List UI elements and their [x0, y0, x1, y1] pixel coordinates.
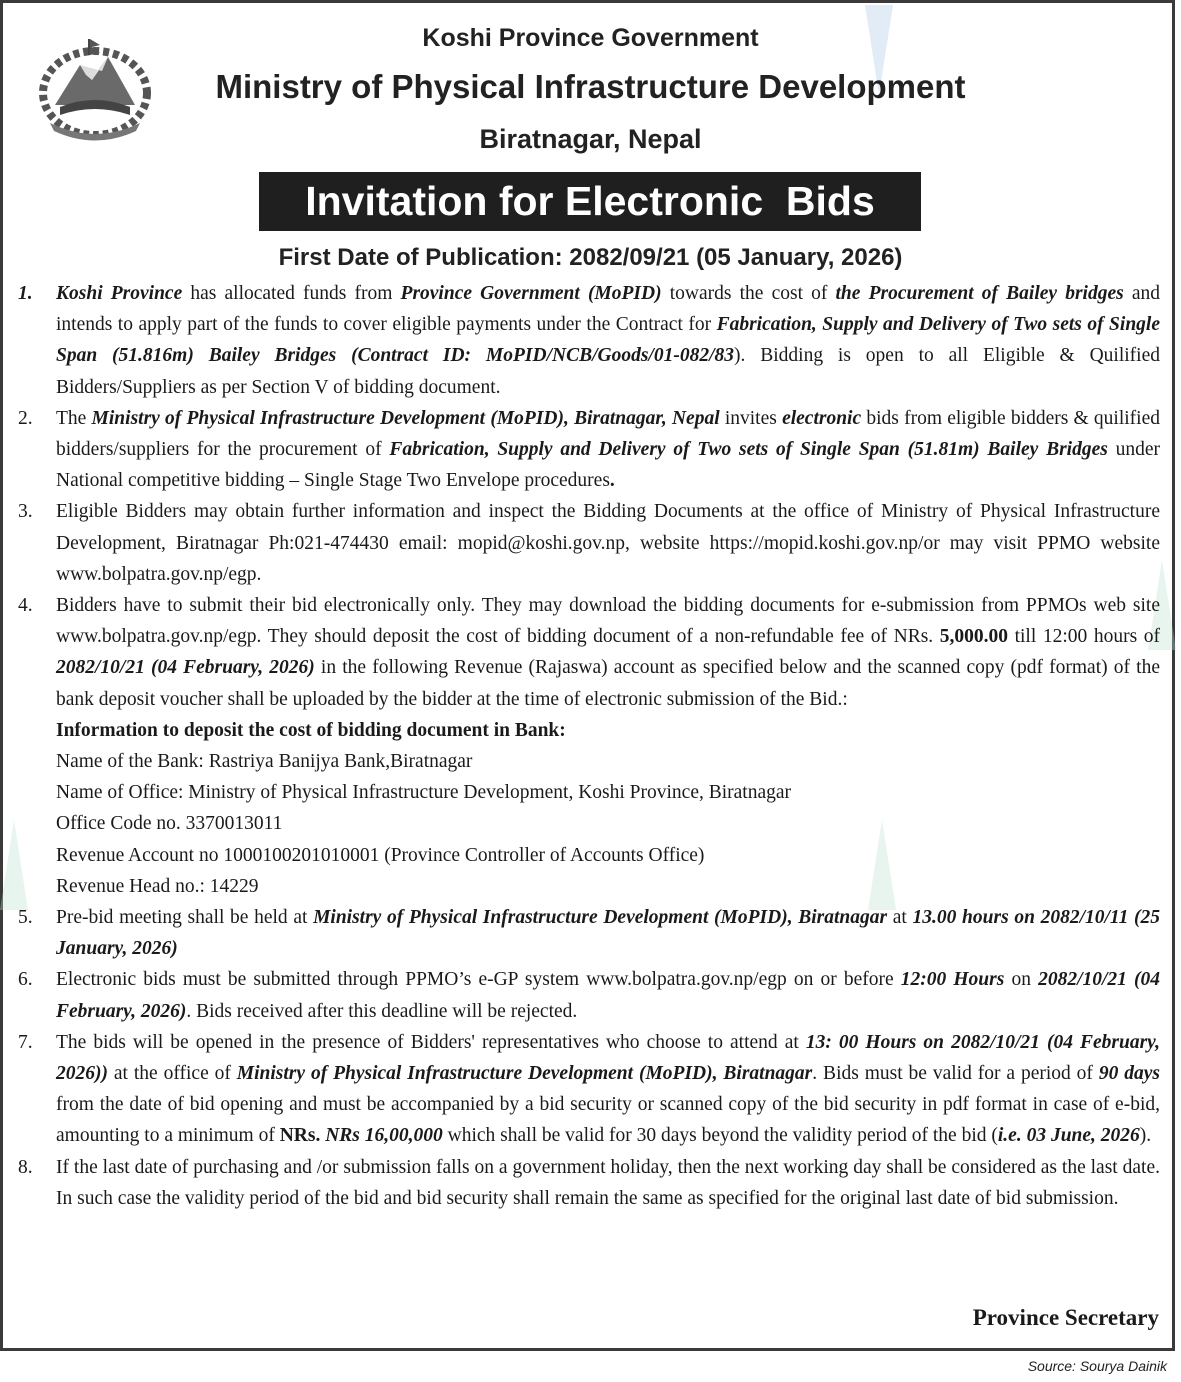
notice-body [18, 278, 1160, 1214]
clause-number: 4. [18, 595, 33, 617]
clause-text: the Procurement of Bailey bridges [835, 283, 1124, 304]
clause-item [18, 403, 1160, 497]
clause-text: Koshi Province [56, 283, 183, 304]
clause-text: NRs 16,00,000 [325, 1125, 443, 1147]
clause-text: from the date of bid opening and must be accompanied by a bid security or scanned copy of the bid security in pdf format in case of e-bid, amounting to a minimum of [56, 1094, 1160, 1147]
bank-info-heading: Information to deposit the cost of bidding document in Bank: [56, 719, 566, 741]
clause-text: bids from eligible bidders & quilified bidders/suppliers for the procurement of [56, 407, 1160, 461]
clause-text: Province Government (MoPID) [400, 283, 662, 304]
publication-date: First Date of Publication: 2082/09/21 (05 January, 2026) [278, 244, 903, 271]
clause-text: The bids will be opened in the presence of Bidders' representatives who choose to attend at [56, 1031, 806, 1053]
clause-text: 90 days [1098, 1063, 1160, 1085]
clause-text: 13.00 hours on 2082/10/11 (25 January, 2026) [56, 907, 1160, 960]
clause-text: Eligible Bidders may obtain further information and inspect the Bidding Documents at the office of Ministry of Physical Infrastructure Development, Biratnagar Ph:021-474430 email: mopid@koshi.gov.np, website https://mopid.koshi.gov.np/or may visit PPMO website www.bolpatra.gov.np/egp. [56, 501, 1160, 585]
clause-text: at [887, 907, 913, 929]
notice-title: Invitation for Electronic Bids [259, 172, 921, 231]
signature: Province Secretary [972, 1305, 1159, 1330]
clause-number: 8. [18, 1156, 33, 1178]
clause-text: . [609, 470, 615, 492]
clause-text: . Bids received after this deadline will be rejected. [186, 1000, 578, 1022]
government-name: Koshi Province Government [422, 24, 759, 52]
clause-item [18, 496, 1160, 590]
office-code: Office Code no. 3370013011 [56, 813, 283, 835]
clause-text: ). Bidding is open to all Eligible & Quilified Bidders/Suppliers as per Section V of bidding document. [56, 345, 1160, 398]
ministry-name: Ministry of Physical Infrastructure Development [215, 68, 966, 105]
clauses-list [18, 278, 1160, 715]
revenue-head: Revenue Head no.: 14229 [56, 875, 259, 897]
clause-text: till 12:00 hours of [1008, 626, 1161, 648]
clause-text: on [1004, 969, 1039, 991]
bank-info [18, 715, 1160, 902]
clause-text: The [56, 407, 92, 429]
source-credit: Source: Sourya Dainik [1027, 1358, 1167, 1374]
clause-text: and intends to apply part of the funds to cover eligible payments under the Contract for [56, 283, 1160, 336]
clause-item [18, 902, 1160, 964]
clause-number: 5. [18, 907, 33, 929]
clause-text: 12:00 Hours [900, 969, 1005, 991]
clause-text: Electronic bids must be submitted through PPMO’s e-GP system www.bolpatra.gov.np/egp on or before [56, 969, 901, 991]
clause-text: Fabrication, Supply and Delivery of Two sets of Single Span (51.81m) Bailey Bridges [389, 439, 1108, 461]
clause-number: 3. [18, 501, 33, 523]
clause-text: towards the cost of [661, 283, 836, 304]
clause-number: 6. [18, 969, 33, 991]
clause-text: Bidders have to submit their bid electronically only. They may download the bidding documents for e-submission from PPMOs web site www.bolpatra.gov.np/egp. They should deposit the cost of bidding document of a non-refundable fee of NRs. [56, 595, 1160, 648]
clause-text: 13: 00 Hours on 2082/10/21 (04 February, 2026)) [56, 1031, 1160, 1085]
clause-text: i.e. 03 June, 2026 [997, 1125, 1140, 1147]
clause-text: invites [719, 407, 783, 429]
clause-item [18, 278, 1160, 403]
clause-text: ). [1139, 1125, 1152, 1147]
clause-number: 1. [18, 283, 33, 304]
location: Biratnagar, Nepal [479, 124, 702, 154]
clause-text: which shall be valid for 30 days beyond the validity period of the bid ( [442, 1125, 998, 1147]
clause-text: electronic [782, 407, 862, 429]
clause-number: 2. [18, 407, 33, 429]
clause-text: 5,000.00 [939, 626, 1009, 648]
office-name: Name of Office: Ministry of Physical Infrastructure Development, Koshi Province, Biratnagar [56, 782, 792, 804]
clause-item [18, 1152, 1160, 1214]
clause-item [18, 964, 1160, 1026]
clause-item [18, 590, 1160, 715]
clause-text: 2082/10/21 (04 February, 2026) [56, 969, 1161, 1022]
clause-text: under National competitive bidding – Single Stage Two Envelope procedures [56, 439, 1160, 492]
clause-text: Ministry of Physical Infrastructure Development (MoPID), Biratnagar [313, 907, 888, 929]
clause-text: Ministry of Physical Infrastructure Development (MoPID), Biratnagar, Nepal [91, 407, 720, 429]
clause-text: in the following Revenue (Rajaswa) account as specified below and the scanned copy (pdf format) of the bank deposit voucher shall be uploaded by the bidder at the time of electronic submission of the Bid.: [56, 657, 1160, 710]
clause-text: If the last date of purchasing and /or submission falls on a government holiday, then the next working day shall be considered as the last date. In such case the validity period of the bid and bid security shall remain the same as specified for the original last date of bid submission. [56, 1156, 1160, 1209]
clause-item [18, 1027, 1160, 1152]
clause-text: Fabrication, Supply and Delivery of Two sets of Single Span (51.816m) Bailey Bridges (Contract ID: MoPID/NCB/Goods/01-082/83 [56, 314, 1160, 367]
clause-text: has allocated funds from [182, 283, 401, 304]
clause-text: . Bids must be valid for a period of [812, 1063, 1099, 1085]
clause-text: Pre-bid meeting shall be held at [56, 907, 314, 929]
clause-number: 7. [18, 1031, 33, 1053]
revenue-account: Revenue Account no 1000100201010001 (Province Controller of Accounts Office) [56, 844, 705, 866]
bank-name: Name of the Bank: Rastriya Banijya Bank,Biratnagar [56, 751, 473, 773]
clause-text: NRs. [279, 1125, 321, 1147]
clause-text: at the office of [108, 1063, 237, 1085]
clauses-list-continued [18, 902, 1160, 1214]
clause-text: Ministry of Physical Infrastructure Development (MoPID), Biratnagar [236, 1063, 813, 1085]
clause-text: 2082/10/21 (04 February, 2026) [56, 657, 315, 679]
